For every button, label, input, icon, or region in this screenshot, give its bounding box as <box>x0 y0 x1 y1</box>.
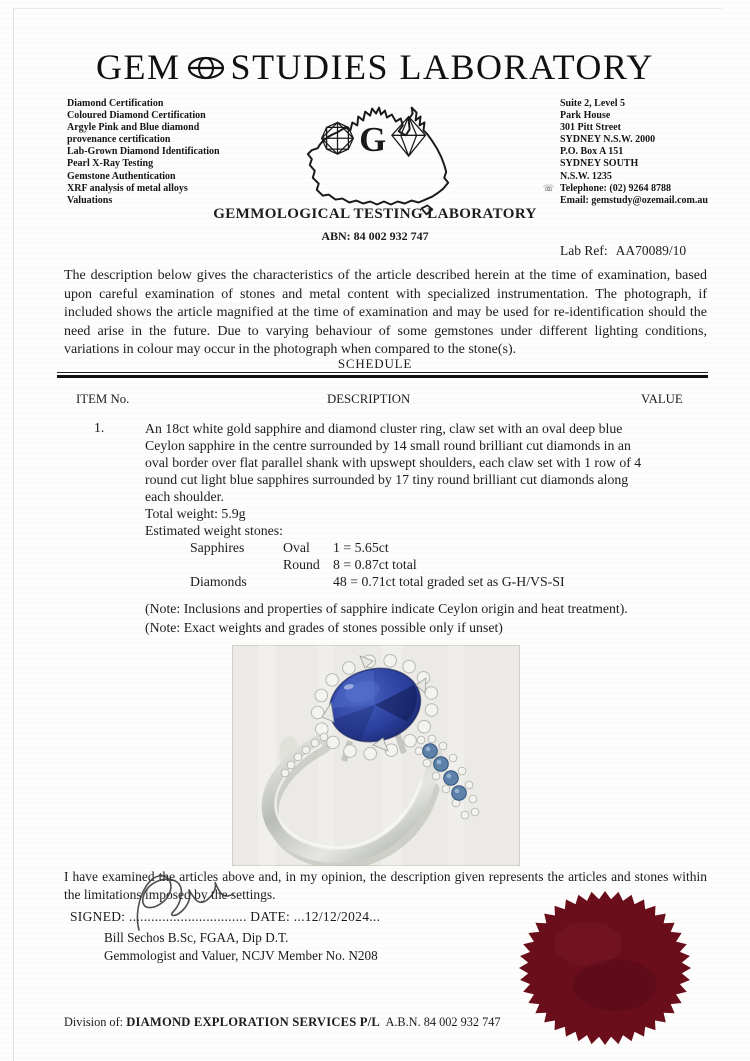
signer-name: Bill Sechos B.Sc, FGAA, Dip D.T. <box>104 930 289 945</box>
service-item: Coloured Diamond Certification <box>67 110 206 122</box>
weights-table <box>145 539 651 590</box>
telephone-icon: ☏ <box>543 183 555 194</box>
schedule-rule-thin <box>57 372 708 373</box>
intro-paragraph: The description below gives the characteristics of the article described herein at the time of examination, based upon careful examination of stones and metal content with specialized instrumentation. The photograph, if included shows the article magnified at the time of examination and may be used for re-identification should the need arise in the future. Due to varying behaviour of some gemstones under different lighting conditions, variations in colour may occur in the photograph when compared to the stone(s). <box>64 268 707 358</box>
note-ceylon-origin: (Note: Inclusions and properties of sapphire indicate Ceylon origin and heat treatment). <box>145 601 628 616</box>
address-line: P.O. Box A 151 <box>560 146 624 158</box>
lab-title <box>0 46 750 88</box>
note-exact-weights: (Note: Exact weights and grades of stones possible only if unset) <box>145 620 503 635</box>
ring-photograph <box>232 645 520 866</box>
service-item: provenance certification <box>67 134 171 146</box>
address-line: Park House <box>560 110 611 122</box>
address-line: SYDNEY SOUTH <box>560 158 639 170</box>
item-description: An 18ct white gold sapphire and diamond cluster ring, claw set with an oval deep blue Ceylon sapphire in the centre surrounded by 14 small round brilliant cut diamonds in an oval border over flat parallel shank with upswept shoulders, each claw set with 1 row of 4 round cut light blue sapphires surrounded by 17 tiny round brilliant cut diamonds along each shoulder. <box>145 421 642 504</box>
weight-amount: 48 = 0.71ct total graded set as G-H/VS-SI <box>333 574 565 589</box>
services-list <box>67 98 277 207</box>
red-wax-seal <box>518 889 692 1047</box>
estimated-heading: Estimated weight stones: <box>145 523 283 538</box>
weight-amount: 8 = 0.87ct total <box>333 557 417 572</box>
notes-block <box>145 600 651 636</box>
address-block <box>543 98 728 207</box>
service-item: Valuations <box>67 194 113 206</box>
division-prefix: Division of: <box>64 1015 124 1029</box>
abn-line: ABN: 84 002 932 747 <box>321 229 429 243</box>
handwritten-signature <box>125 866 247 940</box>
lab-title-gem: GEM <box>96 47 181 87</box>
column-header-item: ITEM No. <box>76 392 130 406</box>
address-line: Suite 2, Level 5 <box>560 98 625 109</box>
address-line: SYDNEY N.S.W. 2000 <box>560 134 656 146</box>
weight-cut <box>283 573 333 590</box>
item-number: 1. <box>94 420 105 435</box>
service-item: Gemstone Authentication <box>67 170 176 182</box>
lab-ref <box>560 243 686 259</box>
scan-edge-top <box>13 8 722 9</box>
service-item: Pearl X-Ray Testing <box>67 158 154 170</box>
weight-cut: Oval <box>283 540 310 555</box>
service-item: XRF analysis of metal alloys <box>67 182 188 194</box>
globe-icon <box>186 53 226 83</box>
australia-map-logo <box>296 104 464 218</box>
telephone-row <box>543 183 728 195</box>
weight-cut: Round <box>283 557 320 572</box>
lab-title-rest: STUDIES LABORATORY <box>230 47 654 87</box>
service-item: Argyle Pink and Blue diamond <box>67 122 200 134</box>
weight-amount: 1 = 5.65ct <box>333 540 389 555</box>
address-line: 301 Pitt Street <box>560 122 621 134</box>
signed-date-line: SIGNED: ................................ DATE: ...12/12/2024... <box>70 909 381 924</box>
total-weight: Total weight: 5.9g <box>145 506 246 521</box>
email-line: Email: gemstudy@ozemail.com.au <box>560 194 708 206</box>
schedule-title: SCHEDULE <box>337 356 413 371</box>
weight-stone: Diamonds <box>190 574 247 589</box>
weight-stone: Sapphires <box>190 540 245 555</box>
declaration-paragraph: I have examined the articles above and, in my opinion, the description given represents the articles and stones within the limitations imposed by the settings. <box>64 869 707 902</box>
column-header-value: VALUE <box>641 392 683 406</box>
telephone-line: Telephone: (02) 9264 8788 <box>560 182 672 194</box>
column-header-description: DESCRIPTION <box>327 392 411 406</box>
footer-division-line <box>64 1015 501 1030</box>
lab-ref-label: Lab Ref: <box>560 243 608 258</box>
schedule-rule-thick <box>57 375 708 378</box>
division-abn: A.B.N. 84 002 932 747 <box>385 1015 501 1029</box>
logo-letter-g: G <box>359 121 387 160</box>
round-brilliant-gem-icon <box>322 122 354 154</box>
item-description-block <box>145 420 651 636</box>
lab-ref-value: AA70089/10 <box>615 243 687 258</box>
lab-subtitle: GEMMOLOGICAL TESTING LABORATORY <box>213 206 537 222</box>
scan-edge-left <box>13 8 14 1061</box>
signer-credentials: Gemmologist and Valuer, NCJV Member No. N208 <box>104 948 378 963</box>
weight-stone <box>190 556 283 573</box>
division-company: DIAMOND EXPLORATION SERVICES P/L <box>126 1015 380 1029</box>
service-item: Diamond Certification <box>67 98 164 109</box>
address-line: N.S.W. 1235 <box>560 170 612 182</box>
service-item: Lab-Grown Diamond Identification <box>67 146 220 158</box>
